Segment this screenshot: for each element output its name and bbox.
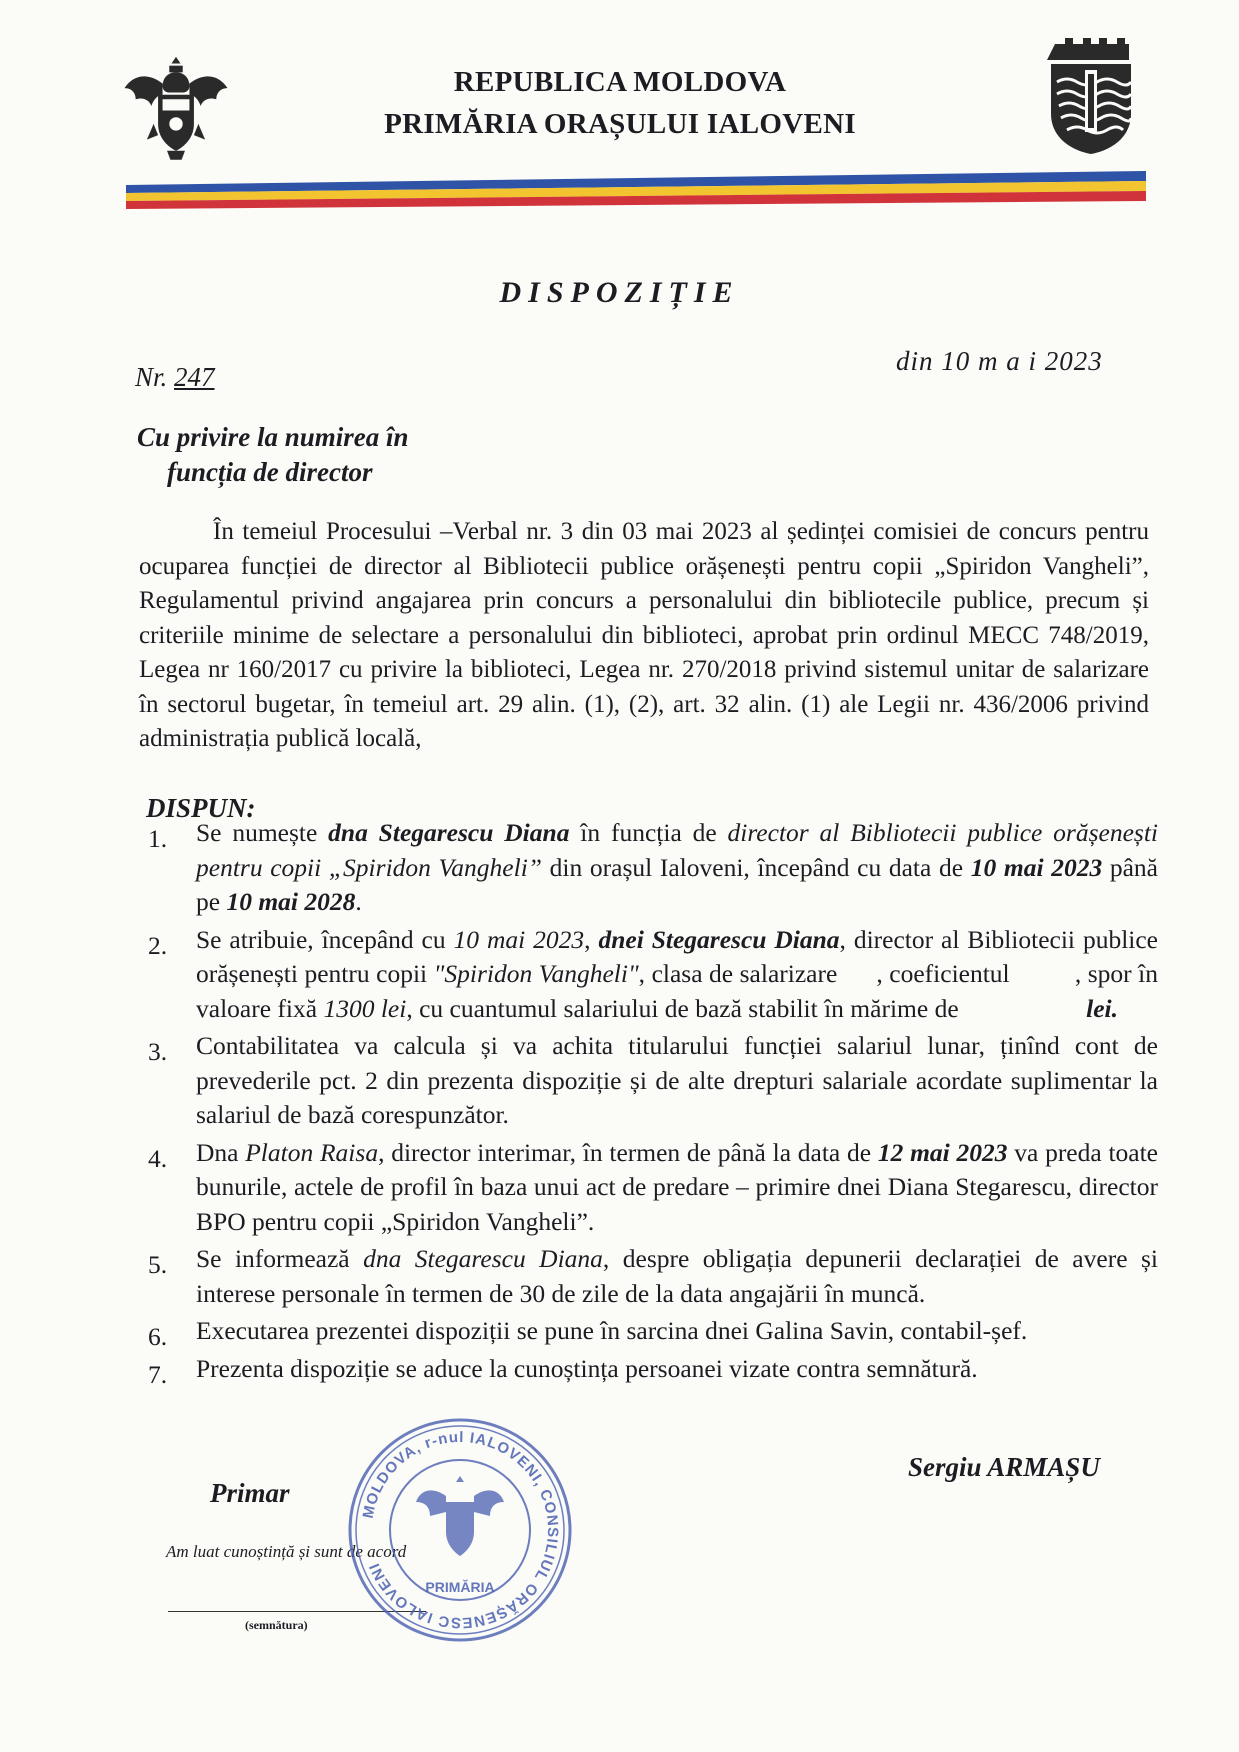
item-number: 6. [148, 1322, 168, 1351]
item-text: , cu cuantumul salariului de bază stabilit în mărime de [406, 993, 1087, 1023]
item-number: 3. [148, 1037, 168, 1066]
ialoveni-coat-of-arms-icon [1040, 36, 1142, 156]
currency-unit: lei. [1086, 993, 1119, 1023]
preamble-text: În temeiul Procesului –Verbal nr. 3 din 03 mai 2023 al ședinței comisiei de concurs pentru ocuparea funcției de director al Bibliotecii publice orășenești pentru copii „Spiridon Vangheli”, Regulamentul privind angajarea prin concurs a personalului din bibliotecile publice, precum și criteriile minime de selectare a personalului din biblioteci, aprobat prin ordinul MECC 748/2019, Legea nr 160/2017 cu privire la biblioteci, Legea nr. 270/2018 privind sistemul unitar de salarizare în sectorul bugetar, în temeiul art. 29 alin. (1), (2), art. 32 alin. (1) ale Legii nr. 436/2006 privind administrația publică locală, [139, 518, 1149, 752]
fixed-bonus: 1300 lei [323, 993, 407, 1023]
preamble-paragraph [139, 515, 1149, 757]
item-text: Dna [196, 1137, 246, 1167]
number-value: 247 [174, 362, 215, 392]
list-item [148, 1029, 1158, 1133]
document-date: din 10 m a i 2023 [896, 346, 1103, 376]
item-number: 1. [148, 824, 168, 853]
item-number: 4. [148, 1143, 168, 1173]
item-number: 2. [148, 930, 168, 960]
item-text: în funcția de [569, 818, 728, 847]
official-stamp [346, 1416, 574, 1644]
document-subject [137, 420, 409, 490]
document-number [135, 362, 215, 393]
header-institution: PRIMĂRIA ORAȘULUI IALOVENI [384, 108, 856, 140]
moldova-coat-of-arms-icon [120, 50, 232, 162]
list-item [148, 1242, 1158, 1311]
list-item [148, 1352, 1158, 1387]
dispositions-list [148, 816, 1165, 1389]
item-text: , clasa de salarizare , coeficientul , spor în valoare fixă [196, 959, 1165, 1023]
interim-director-name: Platon Raisa [245, 1137, 379, 1167]
appointee-name: dna Stegarescu Diana [328, 818, 570, 847]
item-text: Se informează [196, 1244, 364, 1273]
subject-line-1: Cu privire la numirea în [137, 422, 409, 452]
dispun-heading: DISPUN: [146, 793, 256, 823]
start-date: 10 mai 2023 [453, 924, 585, 954]
item-text: Contabilitatea va calcula și va achita titularului funcției salariul lunar, ținînd cont de prevederile pct. 2 din prezenta dispoziție și de alte drepturi salariale acordate suplimentar la salariul de bază corespunzător. [196, 1031, 1158, 1129]
library-name: "Spiridon Vangheli" [433, 959, 639, 988]
start-date: 10 mai 2023 [970, 852, 1103, 882]
item-text: , despre obligația depunerii declarației de avere și interese personale în termen de 30 de zile de la data angajării în muncă. [196, 1244, 1158, 1308]
document-title: DISPOZIȚIE [499, 276, 740, 309]
item-text: Executarea prezentei dispoziții se pune în sarcina dnei Galina Savin, contabil-șef. [196, 1316, 1028, 1345]
item-number: 7. [148, 1359, 168, 1389]
list-item [148, 923, 1165, 1027]
item-text: din orașul Ialoveni, începând cu data de [541, 852, 971, 882]
stamp-bottom-text: PRIMĂRIA [425, 1579, 495, 1595]
appointee-name: dna Stegarescu Diana [363, 1244, 603, 1273]
item-text: Se atribuie, începând cu [196, 924, 454, 954]
number-label: Nr. [135, 362, 168, 392]
item-text: până pe [196, 852, 1158, 916]
appointee-name: dnei Stegarescu Diana [598, 924, 840, 954]
list-item [148, 816, 1158, 920]
signer-name: Sergiu ARMAȘU [908, 1452, 1100, 1482]
item-number: 5. [148, 1250, 168, 1279]
item-text: , director al Bibliotecii publice orășenești pentru copii [196, 924, 1158, 988]
item-text: Se numește [196, 818, 329, 847]
stamp-ring-text: MOLDOVA, r-nul IALOVENI, CONSILIUL ORĂȘENESC IALOVENI [359, 1428, 562, 1632]
signature-caption: (semnătura) [245, 1618, 308, 1632]
list-item [148, 1314, 1158, 1349]
item-text: . [355, 887, 362, 916]
end-date: 10 mai 2028 [226, 887, 356, 916]
header-country: REPUBLICA MOLDOVA [453, 66, 787, 98]
acknowledgement-text: Am luat cunoștință și sunt de acord [166, 1542, 407, 1561]
subject-line-2: funcția de director [167, 457, 373, 487]
handover-date: 12 mai 2023 [877, 1137, 1008, 1167]
stamp-emblem-icon [416, 1476, 504, 1556]
list-item [148, 1136, 1158, 1240]
item-text: , director interimar, în termen de până la data de [378, 1137, 878, 1167]
item-text: va preda toate bunurile, actele de profil în baza unui act de predare – primire dnei Diana Stegarescu, director BPO pentru copii „Spiridon Vangheli”. [196, 1137, 1158, 1236]
item-text: , [584, 924, 599, 954]
tricolor-stripes [126, 171, 1146, 223]
item-text: Prezenta dispoziție se aduce la cunoștința persoanei vizate contra semnătură. [196, 1353, 978, 1383]
signature-role: Primar [210, 1478, 290, 1508]
position-title: director al Bibliotecii publice orășenești pentru copii „Spiridon Vangheli” [196, 818, 1158, 882]
